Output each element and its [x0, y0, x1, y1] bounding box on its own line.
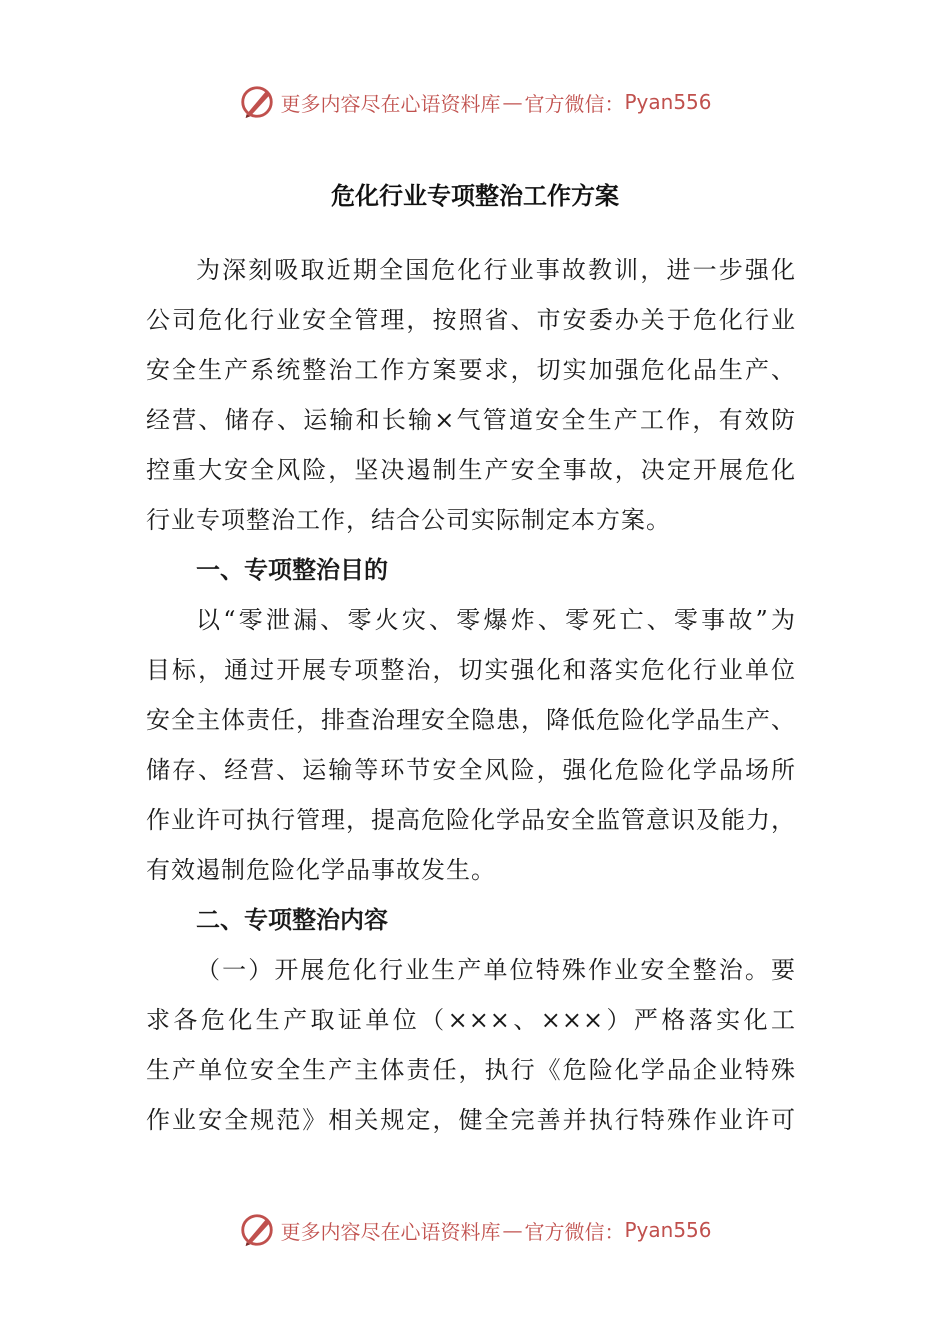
document-title: 危化行业专项整治工作方案: [331, 182, 619, 210]
pen-logo-icon: [238, 83, 276, 121]
section1-line-4: 储存、经营、运输等环节安全风险，强化危险化学品场所: [146, 756, 796, 784]
intro-line-6: 行业专项整治工作，结合公司实际制定本方案。: [146, 506, 671, 534]
section2-heading: 二、专项整治内容: [196, 906, 388, 934]
watermark-text: 更多内容尽在心语资料库: [280, 91, 501, 116]
section2-line-1: （一）开展危化行业生产单位特殊作业安全整治。要: [196, 956, 796, 984]
intro-line-2: 公司危化行业安全管理，按照省、市安委办关于危化行业: [146, 306, 796, 334]
watermark-wechat-id: Pyan556: [624, 90, 712, 114]
watermark-label: 官方微信：: [524, 91, 625, 116]
section2-line-4: 作业安全规范》相关规定，健全完善并执行特殊作业许可: [146, 1106, 796, 1134]
intro-line-1: 为深刻吸取近期全国危化行业事故教训，进一步强化: [196, 256, 796, 284]
intro-line-5: 控重大安全风险，坚决遏制生产安全事故，决定开展危化: [146, 456, 796, 484]
section1-line-2: 目标，通过开展专项整治，切实强化和落实危化行业单位: [146, 656, 796, 684]
section1-line-5: 作业许可执行管理，提高危险化学品安全监管意识及能力，: [146, 806, 796, 834]
watermark-banner-bottom: [0, 1208, 950, 1252]
intro-line-4: 经营、储存、运输和长输×气管道安全生产工作，有效防: [146, 406, 796, 434]
section2-line-2: 求各危化生产取证单位（×××、×××）严格落实化工: [146, 1006, 796, 1034]
section1-line-3: 安全主体责任，排查治理安全隐患，降低危险化学品生产、: [146, 706, 796, 734]
watermark-separator: —: [502, 90, 523, 114]
section1-heading: 一、专项整治目的: [196, 556, 388, 584]
intro-line-3: 安全生产系统整治工作方案要求，切实加强危化品生产、: [146, 356, 796, 384]
section2-line-3: 生产单位安全生产主体责任，执行《危险化学品企业特殊: [146, 1056, 796, 1084]
watermark-wechat-id: Pyan556: [624, 1218, 712, 1242]
watermark-label: 官方微信：: [524, 1219, 625, 1244]
section1-line-1: 以“零泄漏、零火灾、零爆炸、零死亡、零事故”为: [196, 606, 796, 634]
watermark-banner-top: [0, 80, 950, 124]
pen-logo-icon: [238, 1211, 276, 1249]
watermark-text: 更多内容尽在心语资料库: [280, 1219, 501, 1244]
section1-line-6: 有效遏制危险化学品事故发生。: [146, 856, 496, 884]
watermark-separator: —: [502, 1218, 523, 1242]
